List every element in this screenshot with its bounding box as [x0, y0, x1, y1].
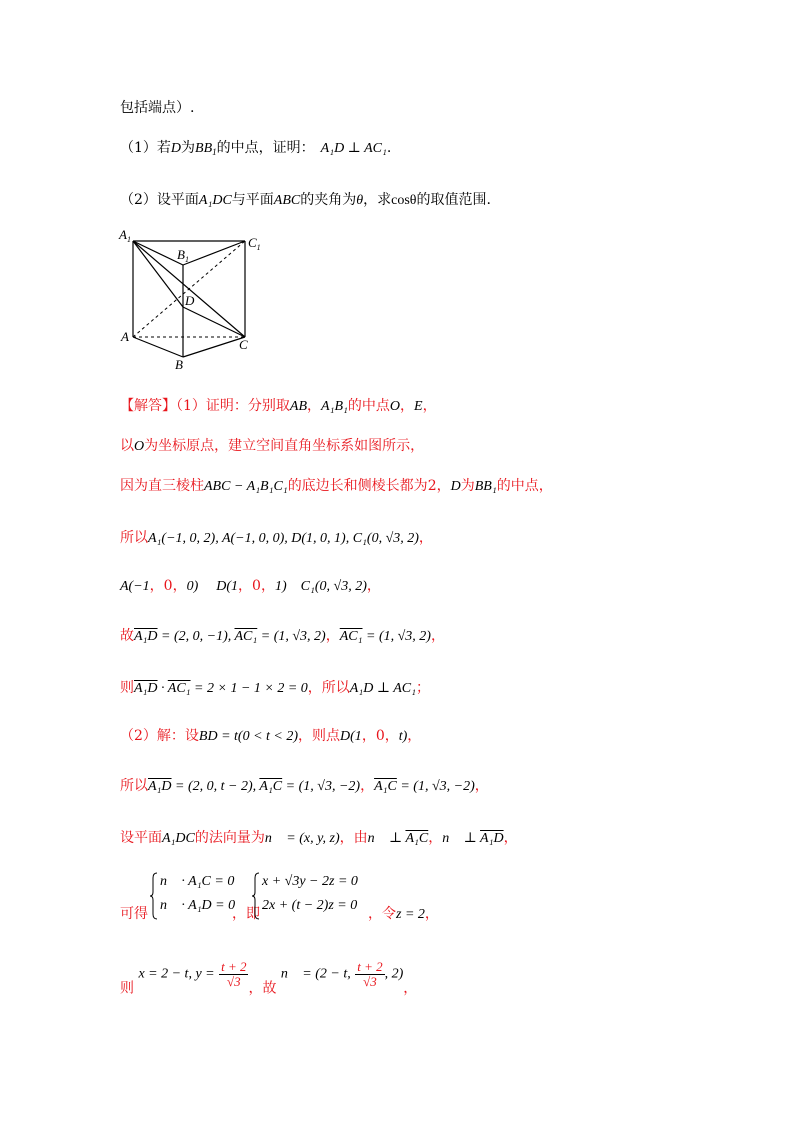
problem-line-0 — [120, 98, 194, 118]
math-text: 1) — [274, 579, 287, 594]
math-text: x = 2 − t, y = — [138, 966, 215, 982]
subscript: 1 — [212, 147, 217, 157]
text: 的中点， — [496, 478, 553, 494]
math-plane: A₁DC — [162, 831, 195, 846]
text: 的取值范围. — [416, 192, 491, 208]
text: . — [386, 140, 392, 156]
text: 的底边长和侧棱长都为 — [287, 478, 428, 494]
math-text: = (2, 0, t − 2), — [171, 779, 260, 794]
text: ，令 — [368, 906, 396, 922]
solution-line-11-suffix — [368, 904, 439, 925]
edge-B-C — [183, 337, 245, 357]
label-B1-sub: 1 — [184, 255, 189, 264]
math-plane: ABC — [273, 193, 301, 208]
text: 故 — [120, 628, 134, 644]
math-coordinates: A₁(−1, 0, 2), A(−1, 0, 0), D(1, 0, 1), C₁(0, √3, 2) — [148, 531, 419, 546]
equation-line — [160, 874, 234, 890]
text: ， — [418, 530, 433, 546]
math-D-coord: D(1 — [340, 729, 362, 744]
math-expression: A₁D ⊥ AC₁ — [349, 681, 416, 696]
math-text: = (2, 0, −1), — [157, 629, 235, 644]
math-O: O — [389, 399, 400, 414]
text: 的中点 — [347, 398, 390, 414]
solution-line-6 — [120, 626, 445, 647]
math-vector: A₁D — [148, 779, 172, 794]
math-AB: AB — [289, 399, 308, 414]
edge-B1-C1 — [183, 241, 245, 265]
segment-D-C — [183, 307, 245, 337]
text: ， — [260, 578, 275, 594]
text: 所以 — [120, 778, 148, 794]
math-vector: AC₁ — [234, 629, 258, 644]
text: ， — [325, 628, 340, 644]
label-C1-text: C — [248, 235, 257, 250]
text: ， — [366, 578, 381, 594]
math-text: n⃗ ⊥ — [442, 831, 481, 846]
edge-A1-B1 — [133, 241, 183, 265]
text: （1）证明：分别取 — [176, 398, 290, 414]
fraction — [355, 960, 384, 989]
fraction-numerator: t + 2 — [357, 959, 383, 974]
label-A1-text: A — [119, 227, 127, 242]
math-text: = (1, √3, −2) — [396, 779, 475, 794]
text: 为坐标原点，建立空间直角坐标系如图所示， — [144, 438, 425, 454]
text: 所以 — [120, 530, 148, 546]
text: 以 — [120, 438, 134, 454]
text: 设平面 — [120, 830, 162, 846]
solution-line-10 — [120, 828, 518, 849]
equation-system-1 — [150, 870, 240, 922]
math-D-coord: D(1 — [216, 579, 239, 594]
solution-line-2 — [120, 436, 424, 457]
label-A: A — [121, 329, 129, 344]
solution-line-7 — [120, 678, 430, 699]
text: BB — [195, 141, 213, 156]
math-text: 0) — [186, 579, 199, 594]
text: ， — [238, 578, 253, 594]
text: 的中点，证明： — [216, 140, 315, 156]
segment-A1-D — [133, 241, 183, 307]
math-vector: AC₁ — [167, 681, 191, 696]
brace-icon — [252, 872, 260, 920]
equation-line — [262, 898, 357, 914]
text: ， — [503, 830, 518, 846]
label-D: D — [185, 293, 195, 308]
math-A-coord: A(−1 — [120, 579, 150, 594]
label-B1-text: B — [177, 247, 185, 262]
math-text: z = 2 — [396, 907, 425, 922]
math-plane: A₁DC — [198, 193, 232, 208]
label-B1 — [177, 247, 189, 264]
math-BB1: BB₁ — [474, 479, 497, 494]
math-cos: cosθ — [391, 193, 417, 208]
math-vector: A₁C — [259, 779, 283, 794]
math-text: x + √3y − 2z = 0 — [262, 874, 358, 889]
text: 的夹角为 — [300, 192, 357, 208]
label-C1 — [248, 235, 261, 252]
text: ，由 — [339, 830, 368, 846]
text: 因为直三棱柱 — [120, 478, 204, 494]
text: 为 — [460, 478, 475, 494]
text: 包括端点）. — [120, 100, 195, 116]
label-A1 — [118, 227, 131, 244]
text: ， — [400, 398, 414, 414]
label-C1-sub: 1 — [256, 243, 261, 252]
math-E: E — [414, 399, 423, 414]
equation-line — [262, 874, 358, 890]
math-expression: BD = t(0 < t < 2) — [198, 729, 299, 744]
text: 2 — [427, 478, 437, 494]
text: ，则点 — [298, 728, 341, 744]
text: 则 — [120, 980, 134, 997]
text: （2）设平面 — [120, 192, 199, 208]
math-expression: A₁D ⊥ AC₁ — [320, 141, 387, 156]
text: ， — [307, 398, 322, 414]
text: ， — [428, 830, 443, 846]
problem-question-2 — [120, 190, 491, 211]
math-text: n⃗ · A₁D = 0 — [160, 898, 236, 913]
math-vector: A₁D — [134, 629, 158, 644]
math-normal-vector: n⃗ = (x, y, z) — [264, 831, 340, 846]
label-C: C — [239, 337, 248, 352]
solution-line-3 — [120, 476, 553, 497]
math-text: = (1, √3, 2) — [362, 629, 431, 644]
text: ，故 — [248, 980, 277, 997]
fraction-denominator: √3 — [226, 974, 241, 989]
text: ， — [407, 728, 422, 744]
text: 可得 — [120, 906, 148, 922]
math-C1-coord: C₁(0, √3, 2) — [300, 579, 367, 594]
text: ， — [384, 728, 399, 744]
math-text: n⃗ · A₁C = 0 — [160, 874, 235, 889]
fraction-denominator: √3 — [363, 974, 377, 989]
text: ， — [422, 398, 437, 414]
math-vector: A₁C — [405, 831, 429, 846]
equation-line — [160, 898, 235, 914]
label-A1-sub: 1 — [126, 235, 131, 244]
text: 0 — [375, 728, 385, 744]
math-text: · — [157, 681, 168, 696]
solution-heading: 【解答】 — [120, 398, 176, 414]
solution-line-8 — [120, 726, 421, 747]
solution-line-12 — [120, 960, 417, 999]
math-text: = (1, √3, 2) — [257, 629, 326, 644]
math-vector: A₁C — [374, 779, 397, 794]
brace-icon — [150, 872, 158, 920]
math-vector: A₁D — [134, 681, 158, 696]
math-vector: AC₁ — [339, 629, 363, 644]
solution-line-4 — [120, 528, 433, 549]
math-text: n⃗ = (2 − t, — [280, 966, 351, 982]
text: （1）若 — [120, 140, 171, 156]
problem-question-1 — [120, 138, 391, 162]
math-text: = (1, √3, −2) — [282, 779, 361, 794]
fraction-numerator: t + 2 — [221, 959, 247, 974]
text: ， — [474, 778, 489, 794]
text: ， — [361, 728, 376, 744]
text: ，所以 — [307, 680, 350, 696]
math-text: 2x + (t − 2)z = 0 — [262, 898, 358, 913]
text: 的法向量为 — [194, 830, 265, 846]
math-A1B1: A₁B₁ — [321, 399, 348, 414]
text: 为 — [181, 140, 196, 156]
math-BB1 — [195, 141, 217, 156]
text: ，即 — [232, 906, 260, 922]
math-O: O — [134, 439, 145, 454]
math-vector: A₁D — [480, 831, 504, 846]
solution-line-5 — [120, 576, 381, 597]
solution-line-11-prefix — [120, 904, 148, 924]
text: 0 — [163, 578, 173, 594]
math-theta: θ — [356, 193, 364, 208]
text: 则 — [120, 680, 134, 696]
text: 与平面 — [231, 192, 274, 208]
text: ， — [149, 578, 164, 594]
text: ， — [360, 778, 375, 794]
text: ， — [172, 578, 187, 594]
equation-system-2 — [252, 870, 372, 922]
solution-line-1 — [120, 396, 437, 417]
label-B: B — [175, 357, 183, 372]
fraction — [219, 960, 248, 989]
solution-line-9 — [120, 776, 489, 797]
math-text: n⃗ ⊥ — [367, 831, 406, 846]
text: ； — [416, 680, 430, 696]
prism-figure — [115, 225, 275, 375]
text: ， — [430, 628, 445, 644]
math-text: t) — [398, 729, 408, 744]
text: ， — [424, 906, 439, 922]
edge-A-B — [133, 337, 183, 357]
math-text: , 2) — [384, 966, 404, 982]
text: ， — [403, 980, 418, 997]
text: ， — [436, 478, 451, 494]
math-D: D — [450, 479, 461, 494]
text: （2）解：设 — [120, 728, 199, 744]
math-text: = 2 × 1 − 1 × 2 = 0 — [190, 681, 308, 696]
text: ，求 — [363, 192, 392, 208]
text: 0 — [252, 578, 261, 594]
math-prism: ABC − A₁B₁C₁ — [204, 479, 288, 494]
math-D: D — [170, 141, 182, 156]
